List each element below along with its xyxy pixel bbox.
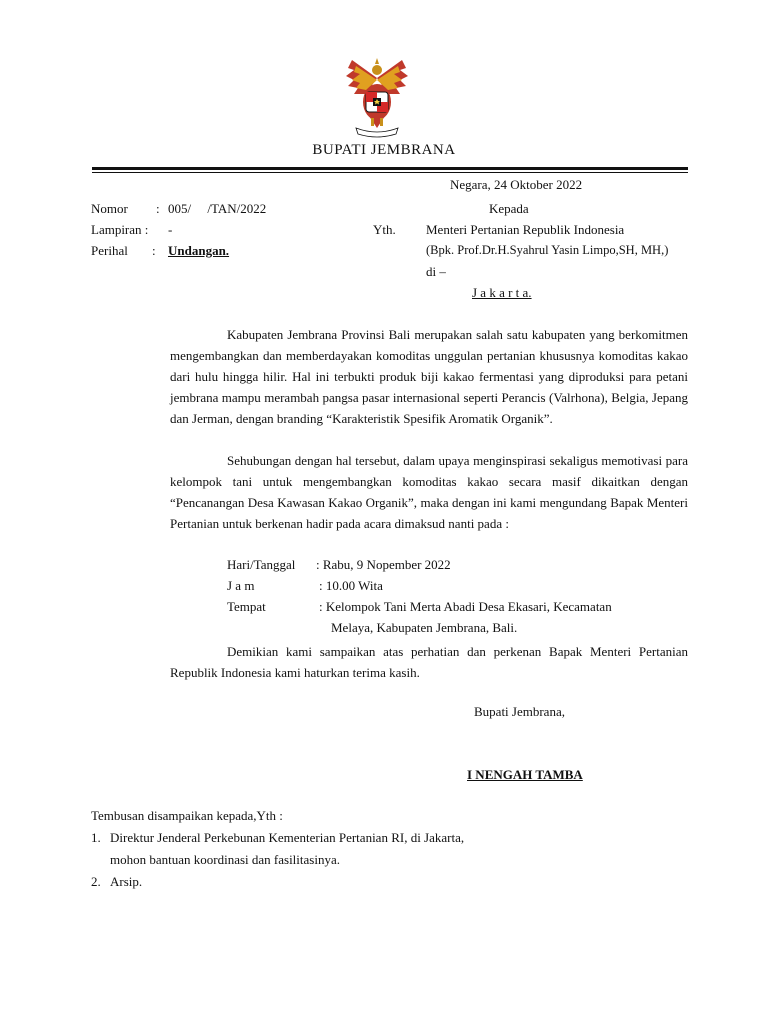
body-paragraph-3 <box>170 641 688 683</box>
perihal-label: Perihal <box>91 243 128 258</box>
event-place-value-cont: Melaya, Kabupaten Jembrana, Bali. <box>331 620 518 635</box>
event-date-value: : Rabu, 9 Nopember 2022 <box>316 557 451 572</box>
nomor-colon: : <box>156 201 160 216</box>
cc-item-2-line-1: Arsip. <box>110 874 143 889</box>
lampiran-value: - <box>168 222 173 237</box>
garuda-pancasila-emblem-icon <box>344 58 410 138</box>
yth-label: Yth. <box>373 222 396 237</box>
cc-item-1-line-1: Direktur Jenderal Perkebunan Kementerian Pertanian RI, di Jakarta, <box>110 830 465 845</box>
cc-item-2-number: 2. <box>91 874 101 889</box>
cc-heading: Tembusan disampaikan kepada,Yth : <box>91 808 283 823</box>
perihal-colon: : <box>152 243 156 258</box>
date-line: Negara, 24 Oktober 2022 <box>450 177 583 192</box>
letterhead-rule-thick <box>92 167 688 170</box>
letterhead-title: BUPATI JEMBRANA <box>312 142 456 158</box>
kepada-label: Kepada <box>489 201 529 216</box>
event-date-label: Hari/Tanggal <box>227 557 296 572</box>
nomor-label: Nomor <box>91 201 128 216</box>
letterhead-rule-thin <box>92 172 688 173</box>
perihal-value: Undangan. <box>168 243 230 258</box>
event-place-value: : Kelompok Tani Merta Abadi Desa Ekasari, Kecamatan <box>319 599 612 614</box>
body-paragraph-3-text: Demikian kami sampaikan atas perhatian dan perkenan Bapak Menteri Pertanian Republik Indonesia kami haturkan terima kasih. <box>170 644 688 680</box>
nomor-value: 005/ /TAN/2022 <box>168 201 267 216</box>
event-place-label: Tempat <box>227 599 266 614</box>
signature-name: I NENGAH TAMBA <box>467 767 583 782</box>
recipient-detail: (Bpk. Prof.Dr.H.Syahrul Yasin Limpo,SH, MH,) <box>426 243 669 257</box>
recipient-name: Menteri Pertanian Republik Indonesia <box>426 222 625 237</box>
signature-title: Bupati Jembrana, <box>474 704 565 719</box>
lampiran-label: Lampiran : <box>91 222 149 237</box>
recipient-di: di – <box>426 264 446 279</box>
cc-item-1-number: 1. <box>91 830 101 845</box>
cc-item-1-line-2: mohon bantuan koordinasi dan fasilitasinya. <box>110 852 340 867</box>
body-paragraph-1 <box>170 324 688 429</box>
body-paragraph-1-text: Kabupaten Jembrana Provinsi Bali merupakan salah satu kabupaten yang berkomitmen mengembangkan dan memberdayakan komoditas unggulan pertanian khususnya komoditas kakao dari hulu hingga hilir. Hal ini terbukti produk biji kakao fermentasi yang diproduksi para petani jembrana mampu merambah pangsa pasar internasional seperti Perancis (Valrhona), Belgia, Jepang dan Jerman, dengan branding “Karakteristik Spesifik Aromatik Organik”. <box>170 327 688 426</box>
body-paragraph-2 <box>170 450 688 534</box>
event-time-label: J a m <box>227 578 255 593</box>
event-time-value: : 10.00 Wita <box>319 578 383 593</box>
body-paragraph-2-text: Sehubungan dengan hal tersebut, dalam upaya menginspirasi sekaligus memotivasi para kelompok tani untuk mengembangkan komoditas kakao secara masif dikaitkan dengan “Pencanangan Desa Kawasan Kakao Organik”, maka dengan ini kami mengundang Bapak Menteri Pertanian untuk berkenan hadir pada acara dimaksud nanti pada : <box>170 453 688 531</box>
recipient-city: J a k a r t a. <box>472 285 532 300</box>
